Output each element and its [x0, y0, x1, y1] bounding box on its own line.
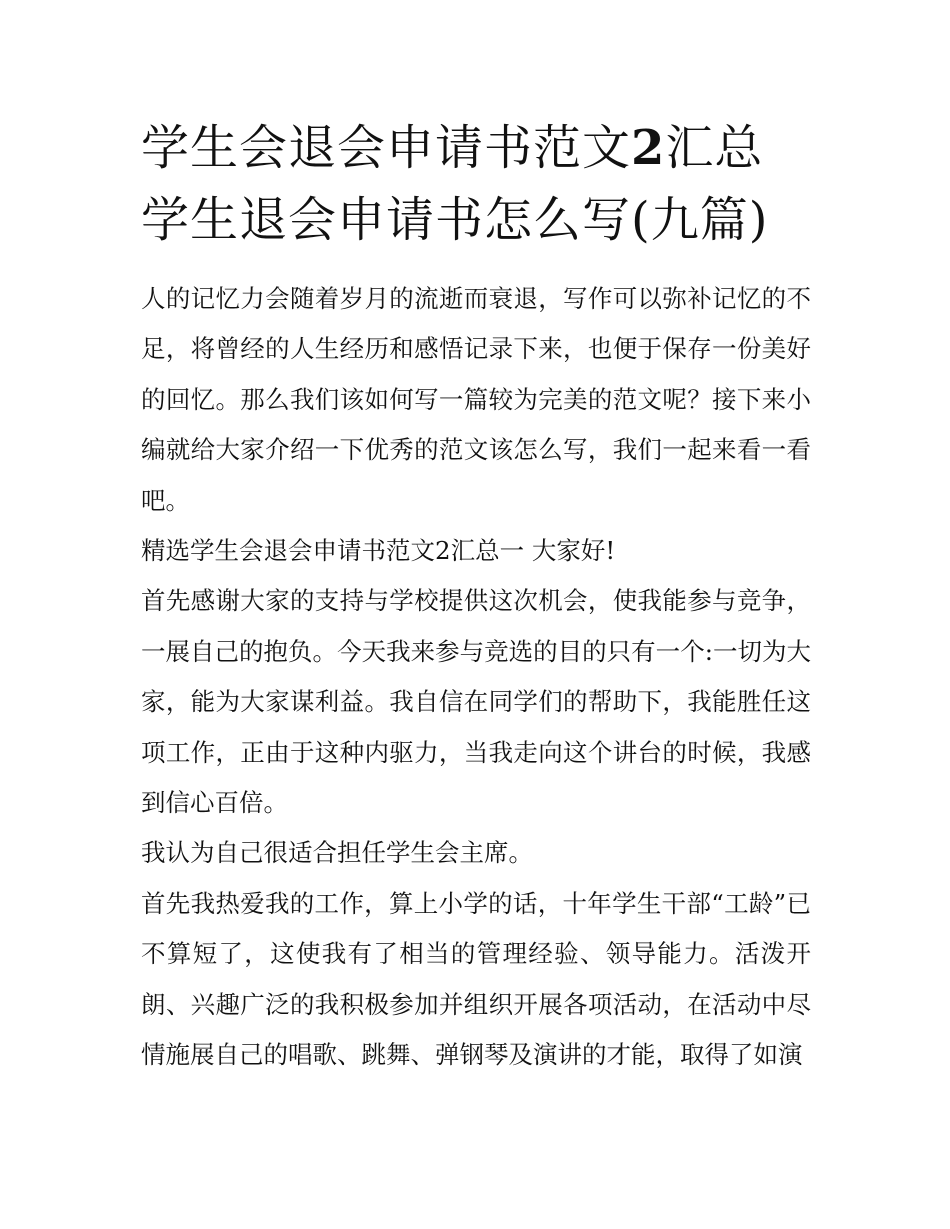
body-paragraph: 首先我热爱我的工作，算上小学的话，十年学生干部“工龄”已不算短了，这使我有了相当的管理经验、领导能力。活泼开朗、兴趣广泛的我积极参加并组织开展各项活动，在活动中尽情施展自己的唱歌、跳舞、弹钢琴及演讲的才能，取得了如演 — [141, 888, 811, 1070]
document-body — [141, 274, 811, 1081]
title-line-1: 学生会退会申请书范文2汇总 — [141, 120, 764, 176]
document-page — [141, 112, 811, 1081]
title-line-2: 学生退会申请书怎么写(九篇) — [141, 192, 769, 248]
body-paragraph: 首先感谢大家的支持与学校提供这次机会，使我能参与竞争，一展自己的抱负。今天我来参与竞选的目的只有一个:一切为大家，能为大家谋利益。我自信在同学们的帮助下，我能胜任这项工作，正由于这种内驱力，当我走向这个讲台的时候，我感到信心百倍。 — [141, 586, 811, 818]
document-title — [141, 112, 811, 256]
intro-paragraph: 人的记忆力会随着岁月的流逝而衰退，写作可以弥补记忆的不足，将曾经的人生经历和感悟记录下来，也便于保存一份美好的回忆。那么我们该如何写一篇较为完美的范文呢？接下来小编就给大家介绍一下优秀的范文该怎么写，我们一起来看一看吧。 — [141, 284, 811, 515]
section-heading-paragraph: 精选学生会退会申请书范文2汇总一 大家好! — [141, 536, 616, 566]
body-paragraph: 我认为自己很适合担任学生会主席。 — [141, 838, 533, 868]
